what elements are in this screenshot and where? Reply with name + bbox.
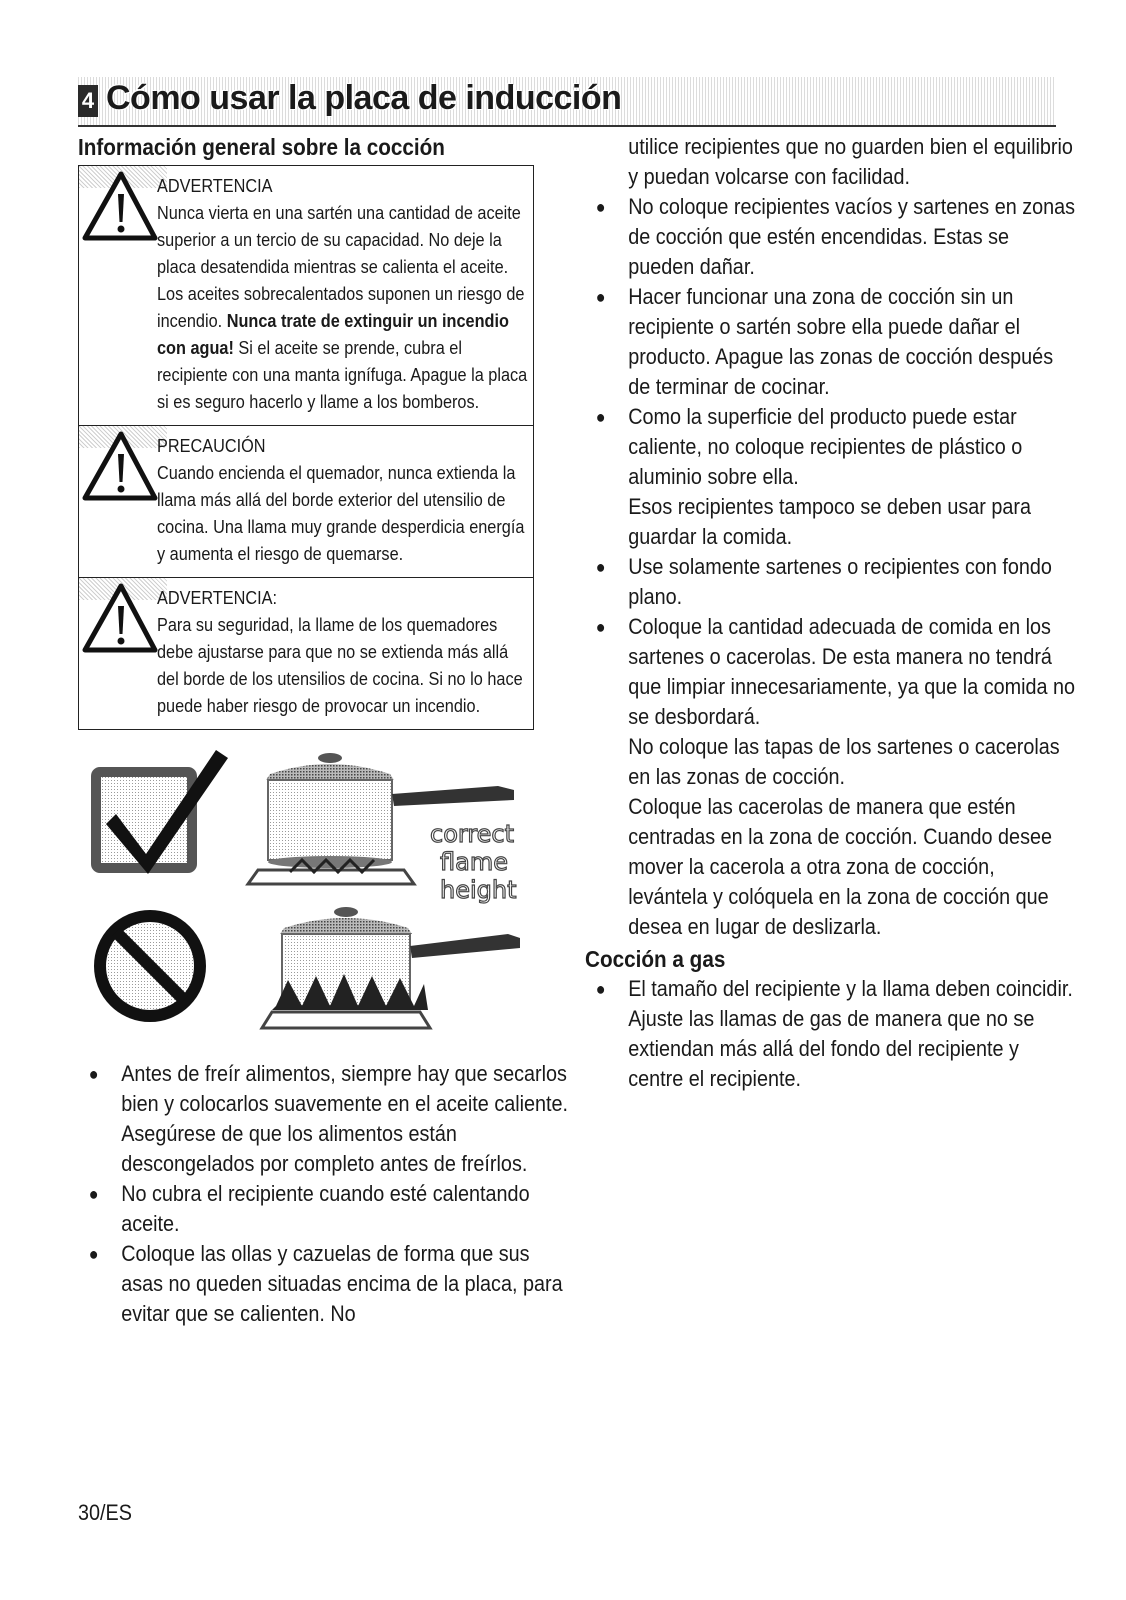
- list-item-text: Esos recipientes tampoco se deben usar para guardar la comida.: [628, 494, 1032, 549]
- section-heading-gas: Cocción a gas: [585, 946, 726, 972]
- warning-triangle-icon: [79, 166, 159, 244]
- warning-box-3: [78, 578, 534, 730]
- list-item-text: No coloque recipientes vacíos y sartenes en zonas de cocción que estén encendidas. Estas se pueden dañar.: [628, 194, 1076, 279]
- page-number: 30/ES: [78, 1500, 132, 1525]
- list-paragraph: [585, 732, 1078, 792]
- label-flame: flame: [440, 848, 508, 876]
- warning-text-1: [157, 166, 539, 425]
- flame-height-illustration: [78, 744, 534, 1044]
- label-correct: correct: [430, 820, 515, 848]
- list-item: [78, 1179, 571, 1239]
- warning-bold-text: Nunca trate de extinguir un incendio con agua!: [157, 310, 509, 358]
- warning-body: Nunca vierta en una sartén una cantidad de aceite superior a un tercio de su capacidad. No deje la placa desatendida mientras se calienta el aceite. Los aceites sobrecalentados suponen un riesgo de incendio.: [157, 202, 525, 331]
- gas-bullet-list: [585, 974, 1073, 1094]
- left-column: [78, 132, 569, 1329]
- list-item-text: Como la superficie del producto puede estar caliente, no coloque recipientes de plástico o aluminio sobre ella.: [628, 404, 1023, 489]
- warning-triangle-icon: [79, 578, 159, 656]
- left-bullet-list: [78, 1059, 569, 1329]
- list-item-text: No cubra el recipiente cuando esté calentando aceite.: [121, 1181, 530, 1236]
- list-item: [585, 552, 1078, 612]
- list-item-text: utilice recipientes que no guarden bien el equilibrio y puedan volcarse con facilidad.: [628, 134, 1073, 189]
- bullet-icon: ●: [595, 979, 606, 999]
- list-item-text: El tamaño del recipiente y la llama deben coincidir. Ajuste las llamas de gas de manera que no se extiendan más allá del fondo del recipiente y centre el recipiente.: [628, 976, 1073, 1091]
- prohibited-icon: [100, 916, 200, 1016]
- list-item: [78, 1239, 571, 1329]
- list-item-text: No coloque las tapas de los sartenes o cacerolas en las zonas de cocción.: [628, 734, 1060, 789]
- bullet-icon: ●: [88, 1184, 99, 1204]
- list-item: [585, 282, 1078, 402]
- bullet-icon: ●: [595, 407, 606, 427]
- chapter-title-bar: [78, 77, 1056, 127]
- list-paragraph: [585, 792, 1078, 942]
- warning-box-2: [78, 426, 534, 578]
- pot-incorrect-icon: [262, 907, 520, 1028]
- list-item-text: Antes de freír alimentos, siempre hay que secarlos bien y colocarlos suavemente en el aceite caliente. Asegúrese de que los alimentos están descongelados por completo antes de freírlos.: [121, 1061, 569, 1176]
- list-item-text: Hacer funcionar una zona de cocción sin un recipiente o sartén sobre ella puede dañar el producto. Apague las zonas de cocción después de terminar de cocinar.: [628, 284, 1054, 399]
- label-height: height: [440, 876, 517, 904]
- bullet-icon: ●: [595, 287, 606, 307]
- warning-body-cont: Si el aceite se prende, cubra el recipiente con una manta ignífuga. Apague la placa si es seguro hacerlo y llame a los bomberos.: [157, 337, 528, 412]
- section-heading-general: Información general sobre la cocción: [78, 134, 445, 160]
- list-item: [585, 612, 1078, 732]
- list-item-text: Coloque las ollas y cazuelas de forma que sus asas no queden situadas encima de la placa, para evitar que se calienten. No: [121, 1241, 563, 1326]
- warning-keyword: ADVERTENCIA:: [157, 587, 278, 608]
- warning-box-1: [78, 165, 534, 426]
- list-item-continuation: [585, 132, 1078, 192]
- list-item: [585, 192, 1078, 282]
- list-item: [585, 974, 1078, 1094]
- list-paragraph: [585, 492, 1078, 552]
- list-item-text: Coloque la cantidad adecuada de comida en los sartenes o cacerolas. De esta manera no tendrá que limpiar innecesariamente, ya que la comida no se desbordará.: [628, 614, 1076, 729]
- warning-body: Cuando encienda el quemador, nunca extienda la llama más allá del borde exterior del utensilio de cocina. Una llama muy grande desperdicia energía y aumenta el riesgo de quemarse.: [157, 462, 525, 564]
- right-column: [585, 132, 1076, 1094]
- warning-text-2: [157, 426, 539, 577]
- bullet-icon: ●: [88, 1064, 99, 1084]
- bullet-icon: ●: [595, 557, 606, 577]
- warning-triangle-icon: [79, 426, 159, 504]
- bullet-icon: ●: [88, 1244, 99, 1264]
- bullet-icon: ●: [595, 617, 606, 637]
- list-item-text: Use solamente sartenes o recipientes con fondo plano.: [628, 554, 1052, 609]
- right-bullet-list: [585, 132, 1076, 942]
- list-item: [78, 1059, 571, 1179]
- warning-body: Para su seguridad, la llame de los quemadores debe ajustarse para que no se extienda más allá del borde de los utensilios de cocina. Si no lo hace puede haber riesgo de provocar un incendio.: [157, 614, 523, 716]
- warning-text-3: [157, 578, 539, 729]
- warning-keyword: PRECAUCIÓN: [157, 435, 266, 456]
- list-item-text: Coloque las cacerolas de manera que estén centradas en la zona de cocción. Cuando desee mover la cacerola a otra zona de cocción, levántela y colóquela en la zona de cocción que desea en lugar de deslizarla.: [628, 794, 1053, 939]
- list-item: [585, 402, 1078, 492]
- checkmark-icon: [96, 750, 228, 874]
- warning-keyword: ADVERTENCIA: [157, 175, 273, 196]
- chapter-number: 4: [78, 85, 98, 117]
- page-title: Cómo usar la placa de inducción: [106, 79, 622, 117]
- bullet-icon: ●: [595, 197, 606, 217]
